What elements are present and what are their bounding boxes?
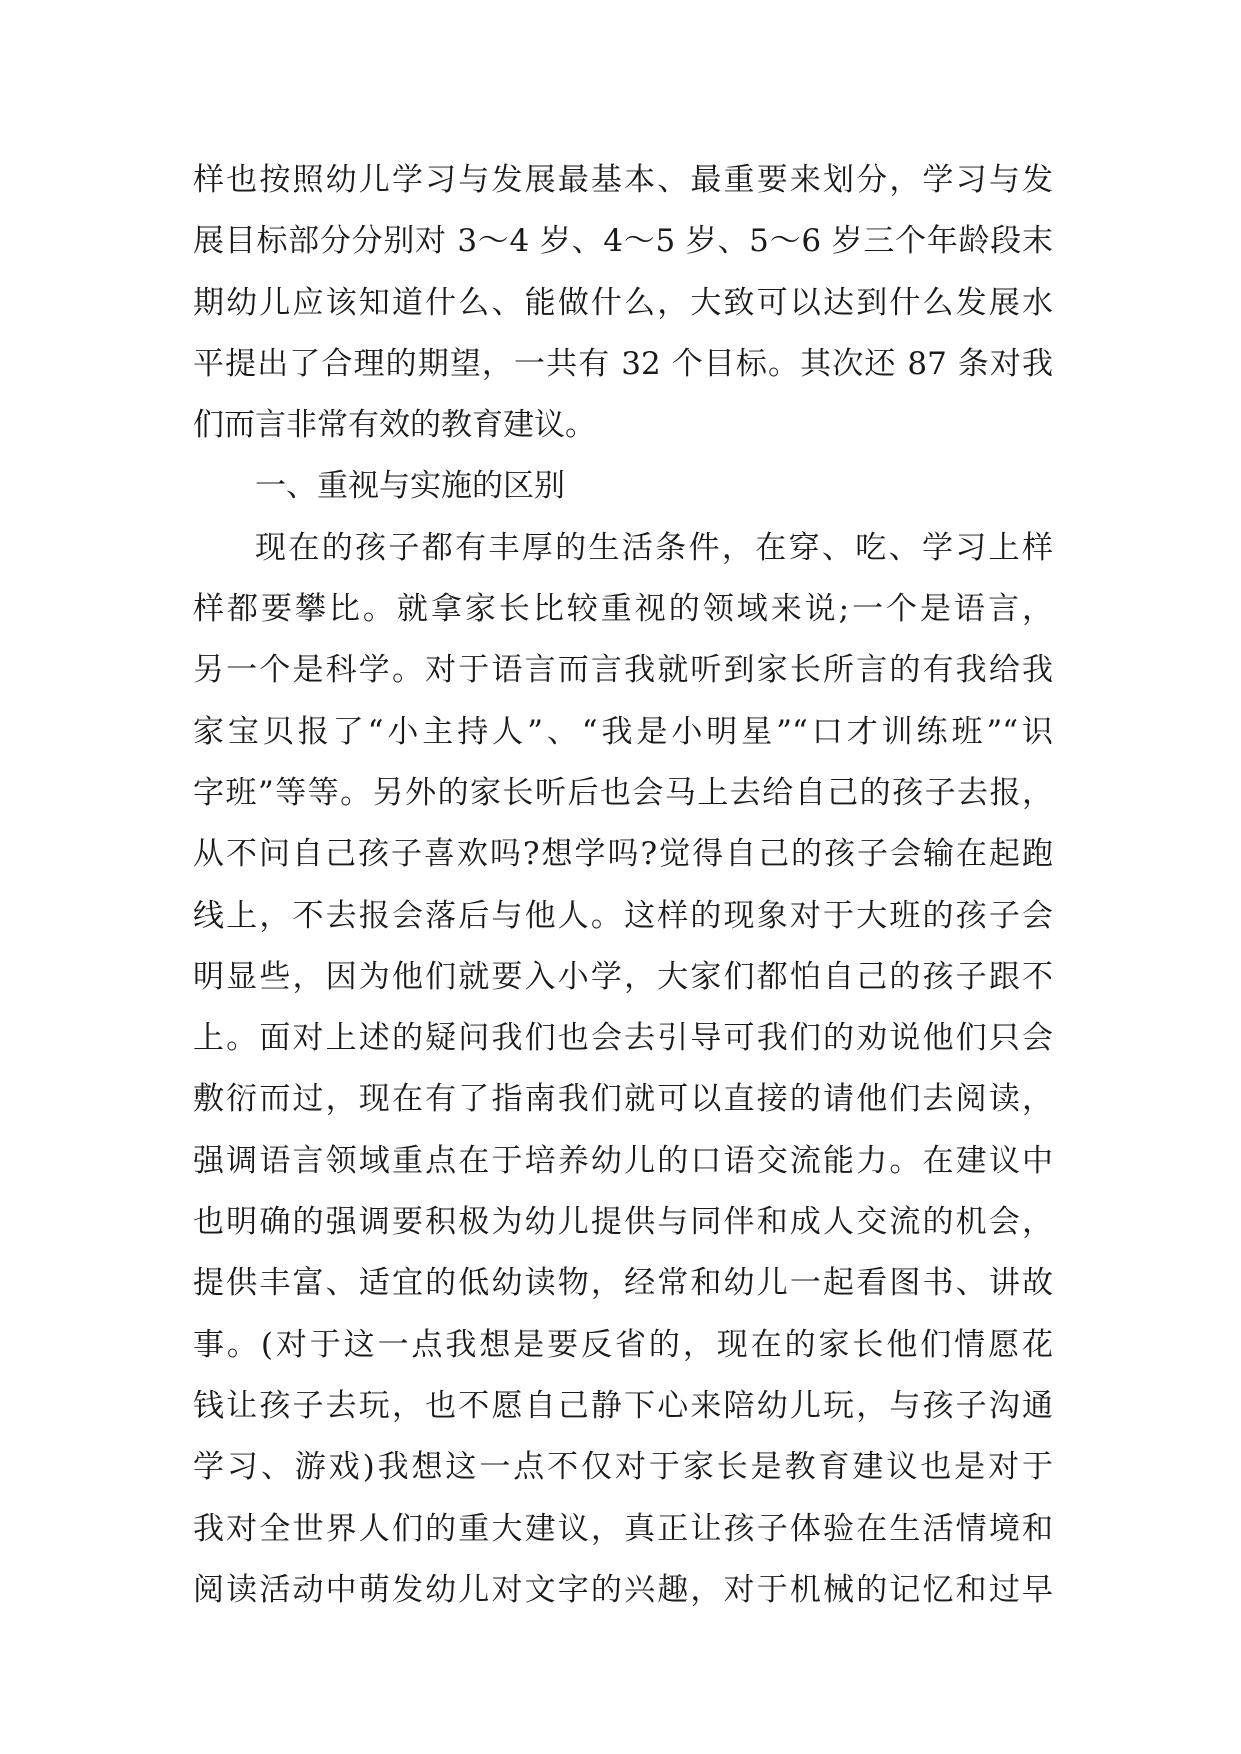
text-line: 线上，不去报会落后与他人。这样的现象对于大班的孩子会 [193,897,1053,934]
text-line: 事。(对于这一点我想是要反省的，现在的家长他们情愿花 [193,1326,1053,1363]
text-line: 钱让孩子去玩，也不愿自己静下心来陪幼儿玩，与孩子沟通 [193,1387,1053,1424]
text-line: 强调语言领域重点在于培养幼儿的口语交流能力。在建议中 [193,1142,1053,1179]
text-line: 提供丰富、适宜的低幼读物，经常和幼儿一起看图书、讲故 [193,1265,1053,1302]
text-line: 现在的孩子都有丰厚的生活条件，在穿、吃、学习上样 [255,529,1053,566]
section-heading: 一、重视与实施的区别 [255,468,565,505]
text-line: 学习、游戏)我想这一点不仅对于家长是教育建议也是对于 [193,1449,1053,1486]
text-line: 家宝贝报了“小主持人”、“我是小明星”“口才训练班”“识 [193,713,1053,750]
text-line: 我对全世界人们的重大建议，真正让孩子体验在生活情境和 [193,1510,1053,1547]
text-line: 期幼儿应该知道什么、能做什么，大致可以达到什么发展水 [193,284,1053,321]
text-line: 也明确的强调要积极为幼儿提供与同伴和成人交流的机会， [193,1204,1053,1241]
text-line: 另一个是科学。对于语言而言我就听到家长所言的有我给我 [193,652,1053,689]
text-line: 明显些，因为他们就要入小学，大家们都怕自己的孩子跟不 [193,958,1053,995]
text-line: 们而言非常有效的教育建议。 [193,407,596,444]
text-line: 展目标部分分别对 3～4 岁、4～5 岁、5～6 岁三个年龄段末 [193,223,1053,260]
body-text [193,150,1053,1621]
text-line: 从不问自己孩子喜欢吗?想学吗?觉得自己的孩子会输在起跑 [193,836,1053,873]
text-line: 样也按照幼儿学习与发展最基本、最重要来划分，学习与发 [193,162,1053,198]
text-line: 阅读活动中萌发幼儿对文字的兴趣，对于机械的记忆和过早 [193,1571,1053,1608]
text-line: 上。面对上述的疑问我们也会去引导可我们的劝说他们只会 [193,1020,1053,1057]
text-line: 敷衍而过，现在有了指南我们就可以直接的请他们去阅读， [193,1081,1053,1118]
text-line: 样都要攀比。就拿家长比较重视的领域来说;一个是语言， [193,591,1053,628]
text-line: 字班”等等。另外的家长听后也会马上去给自己的孩子去报， [193,774,1053,811]
text-line: 平提出了合理的期望，一共有 32 个目标。其次还 87 条对我 [193,345,1053,382]
